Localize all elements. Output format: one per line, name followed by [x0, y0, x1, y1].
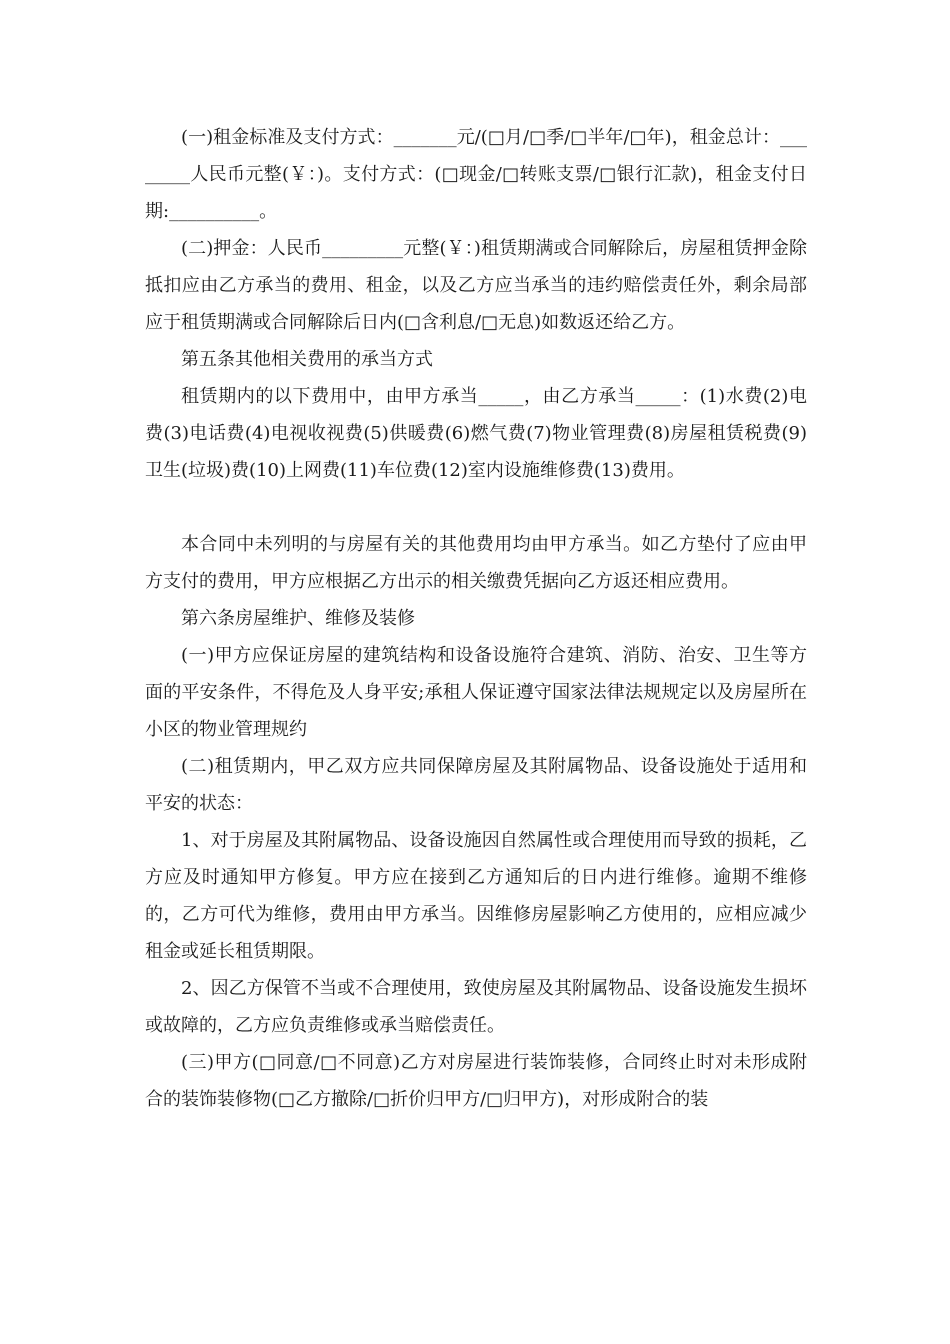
paragraph-other-fees: 本合同中未列明的与房屋有关的其他费用均由甲方承当。如乙方垫付了应由甲方支付的费用，甲方应根据乙方出示的相关缴费凭据向乙方返还相应费用。 [145, 534, 807, 592]
paragraph-spacer [145, 489, 807, 526]
paragraph-decoration: (三)甲方(□同意/□不同意)乙方对房屋进行装饰装修，合同终止时对未形成附合的装饰装修物(□乙方撤除/□折价归甲方/□归甲方)，对形成附合的装 [145, 1052, 807, 1110]
paragraph-rent-standard: (一)租金标准及支付方式：_______元/(□月/□季/□半年/□年)，租金总计：________人民币元整(￥：)。支付方式：(□现金/□转账支票/□银行汇款)，租金支付日期:__________。 [145, 127, 807, 222]
paragraph-maintenance: (二)租赁期内，甲乙双方应共同保障房屋及其附属物品、设备设施处于适用和平安的状态： [145, 756, 807, 814]
heading-article-6: 第六条房屋维护、维修及装修 [181, 608, 415, 629]
document-page [145, 119, 807, 1118]
paragraph-item-2: 2、因乙方保管不当或不合理使用，致使房屋及其附属物品、设备设施发生损坏或故障的，乙方应负责维修或承当赔偿责任。 [145, 978, 807, 1036]
heading-article-5: 第五条其他相关费用的承当方式 [181, 349, 433, 370]
paragraph-fees-list: 租赁期内的以下费用中，由甲方承当_____，由乙方承当_____：(1)水费(2)电费(3)电话费(4)电视收视费(5)供暖费(6)燃气费(7)物业管理费(8)房屋租赁税费(9)卫生(垃圾)费(10)上网费(11)车位费(12)室内设施维修费(13)费用。 [145, 386, 807, 481]
paragraph-item-1: 1、对于房屋及其附属物品、设备设施因自然属性或合理使用而导致的损耗，乙方应及时通知甲方修复。甲方应在接到乙方通知后的日内进行维修。逾期不维修的，乙方可代为维修，费用由甲方承当。因维修房屋影响乙方使用的，应相应减少租金或延长租赁期限。 [145, 830, 807, 962]
paragraph-deposit: (二)押金：人民币_________元整(￥：)租赁期满或合同解除后，房屋租赁押金除抵扣应由乙方承当的费用、租金，以及乙方应当承当的违约赔偿责任外，剩余局部应于租赁期满或合同解除后日内(□含利息/□无息)如数返还给乙方。 [145, 238, 807, 333]
paragraph-safety: (一)甲方应保证房屋的建筑结构和设备设施符合建筑、消防、治安、卫生等方面的平安条件，不得危及人身平安;承租人保证遵守国家法律法规规定以及房屋所在小区的物业管理规约 [145, 645, 807, 740]
